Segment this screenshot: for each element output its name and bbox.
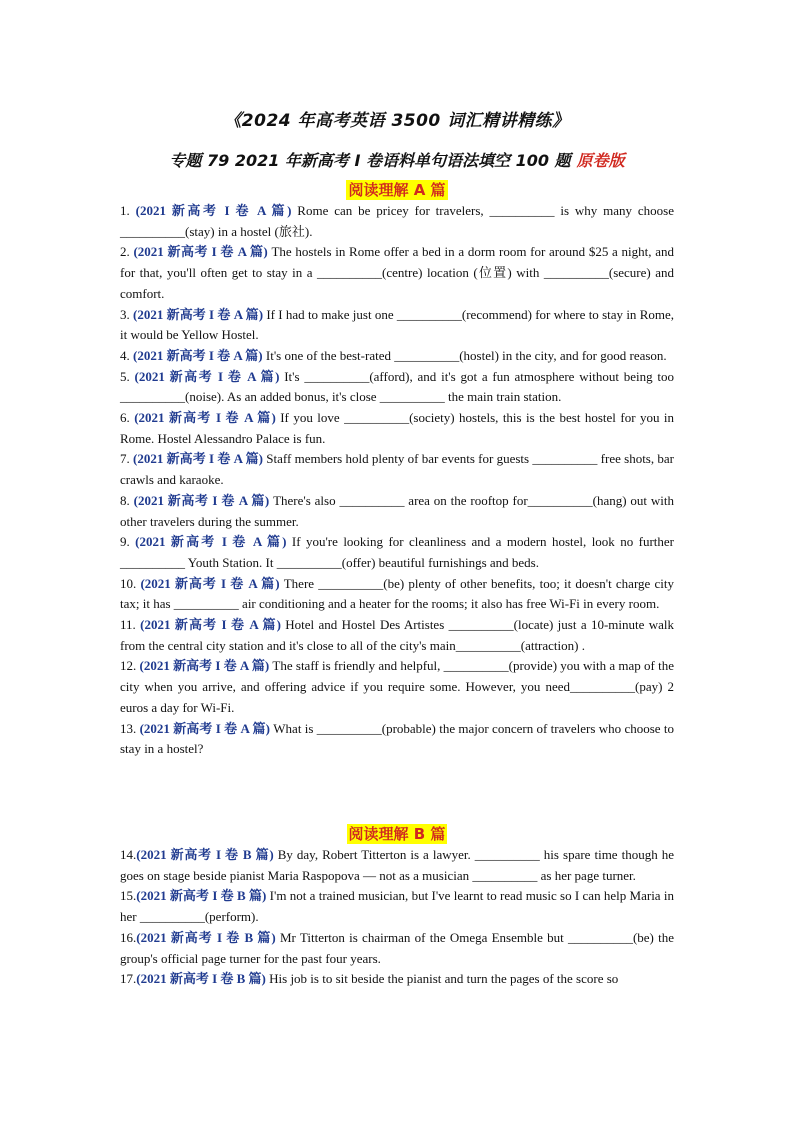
question-source-tag: (2021 新高考 I 卷 B 篇) [136,888,267,904]
question-source-tag: (2021 新高考 I 卷 A 篇) [134,368,280,384]
question-item: 7. (2021 新高考 I 卷 A 篇) Staff members hold plenty of bar events for guests __________ free shots, bar crawls and karaoke. [120,451,674,488]
question-item: 10. (2021 新高考 I 卷 A 篇) There __________(be) plenty of other benefits, too; it doesn't charge city tax; it has __________ air conditioning and a heater for the rooms; it also has free Wi-Fi in every room. [120,575,674,612]
question-text: There __________(be) plenty of other benefits, too; it doesn't charge city tax; it has __________ air conditioning and a heater for the rooms; it also has free Wi-Fi in every room. [120,575,674,612]
question-source-tag: (2021 新高考 I 卷 A 篇) [139,658,270,674]
question-source-tag: (2021 新高考 I 卷 A 篇) [135,534,287,550]
question-source-tag: (2021 新高考 I 卷 A 篇) [133,492,270,508]
subtitle-text: 专题 79 2021 年新高考 I 卷语料单句语法填空 100 题 [169,151,571,170]
question-text: The staff is friendly and helpful, __________(provide) you with a map of the city when you arrive, and offering advice if you require some. However, you need__________(pay) 2 euros a day for Wi-Fi. [120,658,675,715]
question-item: 5. (2021 新高考 I 卷 A 篇) It's __________(afford), and it's got a fun atmosphere without being too __________(noise). As an added bonus, it's close __________ the main train station. [120,368,674,405]
section-heading-b: 阅读理解 B 篇 [348,825,446,843]
question-text: If you're looking for cleanliness and a modern hostel, look no further __________ Youth Station. It __________(offer) beautiful furnishings and beds. [120,534,674,570]
question-item: 12. (2021 新高考 I 卷 A 篇) The staff is friendly and helpful, __________(provide) you with a map of the city when you arrive, and offering advice if you require some. However, you need__________(pay) 2 euros a day for Wi-Fi. [120,658,675,715]
question-source-tag: (2021 新高考 I 卷 A 篇) [135,203,292,218]
question-text: Staff members hold plenty of bar events for guests __________ free shots, bar crawls and karaoke. [120,451,674,488]
section-heading-a: 阅读理解 A 篇 [348,181,446,199]
question-text: Hotel and Hostel Des Artistes __________(locate) just a 10-minute walk from the central city station and it's close to all of the city's main__________(attraction) . [120,617,675,653]
question-item: 2. (2021 新高考 I 卷 A 篇) The hostels in Rome offer a bed in a dorm room for around $25 a night, and for that, you'll often get to stay in a __________(centre) location (位置) with __________(secure) and comfort. [120,244,675,301]
question-source-tag: (2021 新高考 I 卷 A 篇) [140,617,281,633]
question-list-b [120,845,674,990]
question-source-tag: (2021 新高考 I 卷 B 篇) [136,971,266,987]
question-text: If I had to make just one __________(recommend) for where to stay in Rome, it would be Yellow Hostel. [120,306,675,343]
question-source-tag: (2021 新高考 I 卷 A 篇) [134,410,276,426]
question-item: 11. (2021 新高考 I 卷 A 篇) Hotel and Hostel Des Artistes __________(locate) just a 10-minute walk from the central city station and it's close to all of the city's main__________(attraction) . [120,617,675,653]
question-text: It's one of the best-rated __________(hostel) in the city, and for good reason. [262,347,667,363]
question-item: 14.(2021 新高考 I 卷 B 篇) By day, Robert Titterton is a lawyer. __________ his spare time though he goes on stage beside pianist Maria Raspopova — not as a musician __________ as her page turner. [120,847,675,883]
question-list-a [120,201,674,760]
question-item: 8. (2021 新高考 I 卷 A 篇) There's also __________ area on the rooftop for__________(hang) out with other travelers during the summer. [120,492,675,529]
question-source-tag: (2021 新高考 I 卷 B 篇) [136,847,274,862]
question-item: 6. (2021 新高考 I 卷 A 篇) If you love __________(society) hostels, this is the best hostel for you in Rome. Hostel Alessandro Palace is fun. [120,410,675,446]
question-item: 3. (2021 新高考 I 卷 A 篇) If I had to make just one __________(recommend) for where to stay in Rome, it would be Yellow Hostel. [120,306,675,343]
question-source-tag: (2021 新高考 I 卷 A 篇) [133,347,263,363]
question-source-tag: (2021 新高考 I 卷 A 篇) [139,720,270,736]
question-item: 17.(2021 新高考 I 卷 B 篇) His job is to sit beside the pianist and turn the pages of the score so [120,971,619,987]
question-text: If you love __________(society) hostels, this is the best hostel for you in Rome. Hostel Alessandro Palace is fun. [120,410,675,446]
question-text: I'm not a trained musician, but I've learnt to read music so I can help Maria in her __________(perform). [120,888,674,925]
edition-label: 原卷版 [576,151,625,170]
question-source-tag: (2021 新高考 I 卷 A 篇) [133,306,264,322]
question-text: Rome can be pricey for travelers, __________ is why many choose __________(stay) in a hostel (旅社). [120,203,675,239]
question-source-tag: (2021 新高考 I 卷 A 篇) [140,575,280,591]
question-item: 1. (2021 新高考 I 卷 A 篇) Rome can be pricey for travelers, __________ is why many choose __________(stay) in a hostel (旅社). [120,203,675,239]
question-text: There's also __________ area on the rooftop for__________(hang) out with other travelers during the summer. [120,492,675,529]
question-source-tag: (2021 新高考 I 卷 A 篇) [133,244,268,260]
question-text: By day, Robert Titterton is a lawyer. __________ his spare time though he goes on stage beside pianist Maria Raspopova — not as a musician __________ as her page turner. [120,847,675,883]
question-text: The hostels in Rome offer a bed in a dorm room for around $25 a night, and for that, you'll often get to stay in a __________(centre) location (位置) with __________(secure) and comfort. [120,244,675,301]
question-item: 9. (2021 新高考 I 卷 A 篇) If you're looking for cleanliness and a modern hostel, look no further __________ Youth Station. It __________(offer) beautiful furnishings and beds. [120,534,674,570]
question-item: 4. (2021 新高考 I 卷 A 篇) It's one of the best-rated __________(hostel) in the city, and for good reason. [120,347,667,363]
document-title: 《2024 年高考英语 3500 词汇精讲精练》 [224,111,570,131]
question-text: His job is to sit beside the pianist and turn the pages of the score so [265,971,619,987]
question-item: 15.(2021 新高考 I 卷 B 篇) I'm not a trained musician, but I've learnt to read music so I can help Maria in her __________(perform). [120,888,674,925]
question-item: 13. (2021 新高考 I 卷 A 篇) What is __________(probable) the major concern of travelers who choose to stay in a hostel? [120,720,674,757]
question-source-tag: (2021 新高考 I 卷 A 篇) [133,451,263,467]
question-text: It's __________(afford), and it's got a fun atmosphere without being too __________(noise). As an added bonus, it's close __________ the main train station. [120,368,674,405]
question-item: 16.(2021 新高考 I 卷 B 篇) Mr Titterton is chairman of the Omega Ensemble but __________(be) the group's official page turner for the past four years. [120,929,674,966]
question-text: What is __________(probable) the major concern of travelers who choose to stay in a hostel? [120,720,674,757]
document-subtitle [0,148,794,171]
question-source-tag: (2021 新高考 I 卷 B 篇) [136,929,276,945]
question-text: Mr Titterton is chairman of the Omega Ensemble but __________(be) the group's official page turner for the past four years. [120,929,674,966]
